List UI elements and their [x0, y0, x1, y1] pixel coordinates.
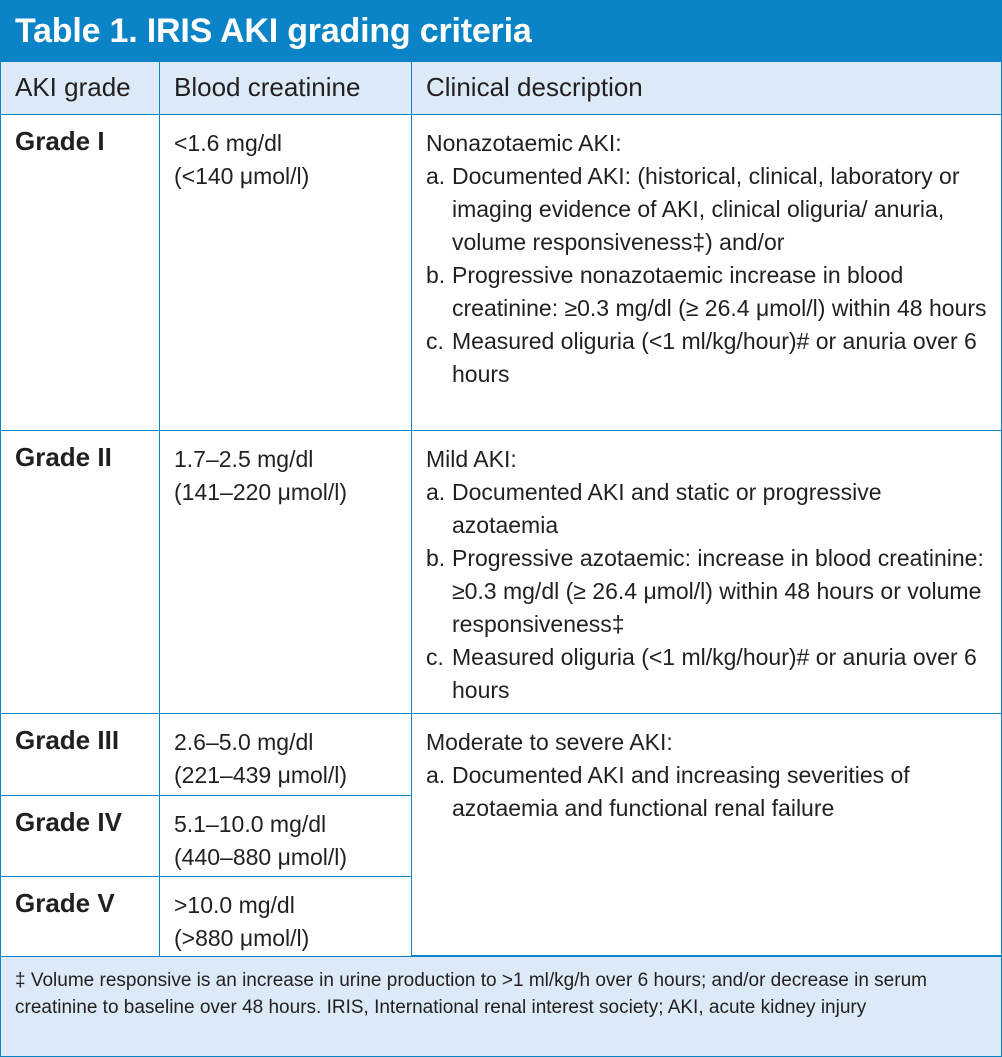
grade-cell: Grade II [1, 431, 160, 714]
description-item [426, 542, 991, 641]
grade-cell: Grade III [1, 714, 160, 796]
creatinine-cell [160, 714, 412, 796]
creatinine-umol: (>880 μmol/l) [174, 925, 310, 951]
creatinine-umol: (221–439 μmol/l) [174, 762, 348, 788]
description-item [426, 160, 991, 259]
creatinine-mgdl: 1.7–2.5 mg/dl [174, 446, 314, 472]
item-text: Progressive nonazotaemic increase in blood creatinine: ≥0.3 mg/dl (≥ 26.4 μmol/l) within 48 hours [452, 262, 987, 321]
creatinine-cell [160, 431, 412, 714]
creatinine-cell [160, 796, 412, 877]
creatinine-mgdl: >10.0 mg/dl [174, 892, 295, 918]
item-letter: b. [426, 545, 446, 571]
creatinine-umol: (440–880 μmol/l) [174, 844, 348, 870]
creatinine-mgdl: 5.1–10.0 mg/dl [174, 811, 327, 837]
item-letter: c. [426, 644, 444, 670]
creatinine-mgdl: <1.6 mg/dl [174, 130, 283, 156]
description-cell [412, 115, 1001, 431]
description-item [426, 259, 991, 325]
creatinine-umol: (<140 μmol/l) [174, 163, 310, 189]
creatinine-cell [160, 115, 412, 431]
table-title: Table 1. IRIS AKI grading criteria [1, 1, 1001, 62]
description-item [426, 759, 991, 825]
grade-cell: Grade I [1, 115, 160, 431]
item-text: Measured oliguria (<1 ml/kg/hour)# or anuria over 6 hours [452, 328, 977, 387]
item-letter: a. [426, 762, 446, 788]
description-item [426, 476, 991, 542]
creatinine-umol: (141–220 μmol/l) [174, 479, 348, 505]
description-intro: Mild AKI: [426, 446, 517, 472]
item-text: Documented AKI and static or progressive azotaemia [452, 479, 882, 538]
description-cell-merged [412, 714, 1001, 956]
column-header-creatinine: Blood creatinine [160, 62, 412, 115]
table-footnote: ‡ Volume responsive is an increase in urine production to >1 ml/kg/h over 6 hours; and/or decrease in serum creatinine to baseline over 48 hours. IRIS, International renal interest society; AKI, acute kidney injury [1, 956, 1001, 1056]
column-header-description: Clinical description [412, 62, 1001, 115]
description-item [426, 641, 991, 707]
description-intro: Nonazotaemic AKI: [426, 130, 622, 156]
item-text: Documented AKI and increasing severities of azotaemia and functional renal failure [452, 762, 910, 821]
item-text: Progressive azotaemic: increase in blood creatinine: ≥0.3 mg/dl (≥ 26.4 μmol/l) within 48 hours or volume responsiveness‡ [452, 545, 984, 637]
creatinine-mgdl: 2.6–5.0 mg/dl [174, 729, 314, 755]
item-letter: c. [426, 328, 444, 354]
item-letter: b. [426, 262, 446, 288]
description-item [426, 325, 991, 391]
grade-cell: Grade IV [1, 796, 160, 877]
grade-cell: Grade V [1, 877, 160, 956]
item-letter: a. [426, 479, 446, 505]
column-header-grade: AKI grade [1, 62, 160, 115]
description-intro: Moderate to severe AKI: [426, 729, 673, 755]
item-letter: a. [426, 163, 446, 189]
item-text: Measured oliguria (<1 ml/kg/hour)# or anuria over 6 hours [452, 644, 977, 703]
description-cell [412, 431, 1001, 714]
creatinine-cell [160, 877, 412, 956]
item-text: Documented AKI: (historical, clinical, laboratory or imaging evidence of AKI, clinical oliguria/ anuria, volume responsiveness‡) and/or [452, 163, 960, 255]
